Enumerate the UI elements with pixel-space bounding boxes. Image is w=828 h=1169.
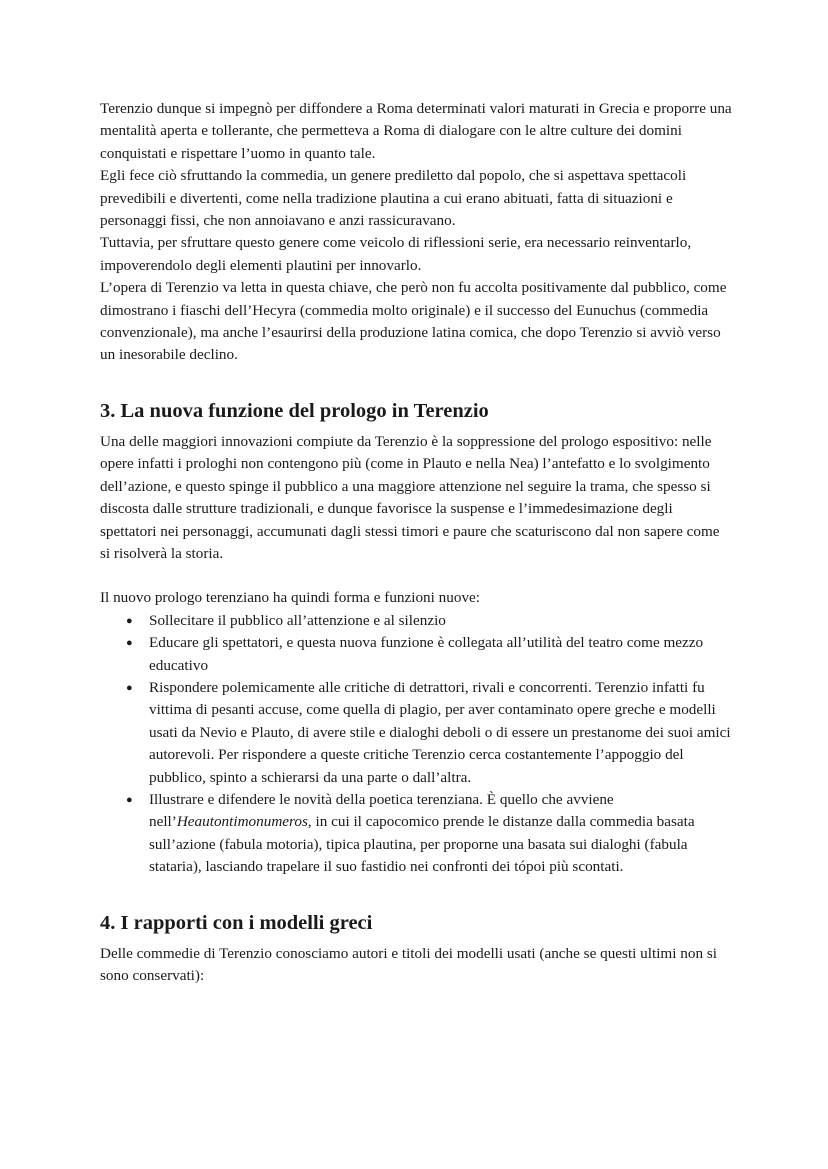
section-3-paragraph-2: Il nuovo prologo terenziano ha quindi forma e funzioni nuove: (100, 589, 481, 607)
section-4-heading: 4. I rapporti con i modelli greci (100, 911, 373, 934)
bullet-icon: ● (126, 681, 133, 694)
list-item-text-end: , in cui il capocomico prende le distanze dalla commedia basata sull’azione (fabula motoria), tipica plautina, per proporne una basata sui dialoghi (fabula stataria), lasciando trapelare il suo fastidio nei confronti dei tópoi più scontati. (149, 813, 695, 876)
prologue-functions-list (100, 610, 732, 879)
list-item (100, 677, 732, 789)
section-4-paragraph-1: Delle commedie di Terenzio conosciamo autori e titoli dei modelli usati (anche se questi ultimi non si sono conservati): (100, 944, 717, 984)
document-body (100, 98, 732, 987)
section-3-paragraph-1: Una delle maggiori innovazioni compiute da Terenzio è la soppressione del prologo espositivo: nelle opere infatti i prologhi non contengono più (come in Plauto e nella Nea) l’antefatto e lo svolgimento dell’azione, e questo spinge il pubblico a una maggiore attenzione nel seguire la trama, che spesso si discosta dalle strutture tradizionali, e dunque favorisce la suspense e l’immedesimazione degli spettatori nei personaggi, accumunati dagli stessi timori e paure che scaturiscono dal non sapere come si risolverà la storia. (100, 432, 720, 562)
list-item-text: Educare gli spettatori, e questa nuova funzione è collegata all’utilità del teatro come mezzo educativo (149, 634, 704, 674)
section-4 (100, 909, 732, 988)
bullet-icon: ● (126, 637, 133, 650)
list-item (100, 632, 732, 677)
list-item-text-start: Illustrare e difendere le novità della poetica terenziana. È quello che avviene nell’ (149, 790, 614, 831)
intro-paragraph-3: Tuttavia, per sfruttare questo genere come veicolo di riflessioni serie, era necessario reinventarlo, impoverendolo degli elementi plautini per innovarlo. (100, 234, 692, 274)
bullet-icon: ● (126, 614, 133, 627)
list-item (100, 789, 732, 879)
section-3-heading: 3. La nuova funzione del prologo in Terenzio (100, 399, 489, 422)
list-item-text: Sollecitare il pubblico all’attenzione e al silenzio (149, 611, 446, 629)
intro-paragraph-4: L’opera di Terenzio va letta in questa chiave, che però non fu accolta positivamente dal pubblico, come dimostrano i fiaschi dell’Hecyra (commedia molto originale) e il successo del Eunuchus (commedia convenzionale), ma anche l’esaurirsi della produzione latina comica, che dopo Terenzio si avviò verso un inesorabile declino. (100, 279, 727, 364)
intro-paragraph-2: Egli fece ciò sfruttando la commedia, un genere prediletto dal popolo, che si aspettava spettacoli prevedibili e divertenti, come nella tradizione plautina a cui erano abituati, fatta di situazioni e personaggi fissi, che non annoiavano e anzi rassicuravano. (100, 167, 687, 230)
intro-paragraph-1: Terenzio dunque si impegnò per diffondere a Roma determinati valori maturati in Grecia e proporre una mentalità aperta e tollerante, che permetteva a Roma di dialogare con le altre culture dei domini conquistati e rispettare l’uomo in quanto tale. (100, 100, 732, 162)
bullet-icon: ● (126, 793, 133, 806)
list-item (100, 610, 732, 632)
section-3 (100, 397, 732, 879)
list-item-text: Rispondere polemicamente alle critiche di detrattori, rivali e concorrenti. Terenzio infatti fu vittima di pesanti accuse, come quella di plagio, per aver contaminato opere greche e modelli usati da Nevio e Plauto, di avere stile e dialoghi deboli o di essere un prestanome dei suoi amici autorevoli. Per rispondere a queste critiche Terenzio cerca costantemente l’appoggio del pubblico, spinto a schierarsi da una parte o dall’altra. (149, 678, 731, 786)
list-item-italic-title: Heautontimonumeros (176, 813, 308, 831)
